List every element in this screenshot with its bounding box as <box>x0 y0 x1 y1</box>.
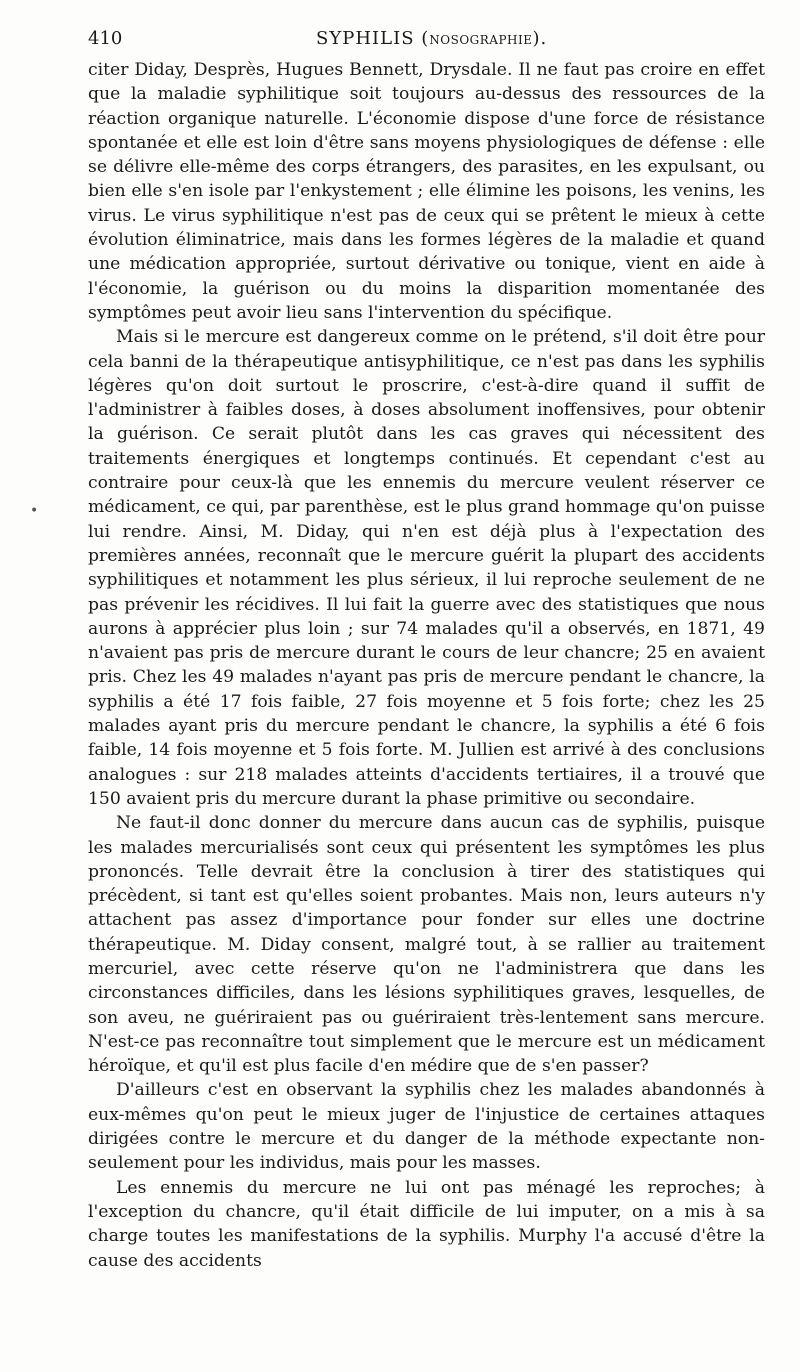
body-text <box>88 58 765 1273</box>
page-number: 410 <box>88 28 123 49</box>
margin-speck: • <box>30 503 39 519</box>
paragraph: citer Diday, Desprès, Hugues Bennett, Drysdale. Il ne faut pas croire en effet que la maladie syphilitique soit toujours au-dessus des ressources de la réaction organique naturelle. L'économie dispose d'une force de résistance spontanée et elle est loin d'être sans moyens physiologiques de défense : elle se délivre elle-même des corps étrangers, des parasites, en les expulsant, ou bien elle s'en isole par l'enkystement ; elle élimine les poisons, les venins, les virus. Le virus syphilitique n'est pas de ceux qui se prêtent le mieux à cette évolution éliminatrice, mais dans les formes légères de la maladie et quand une médication appropriée, surtout dérivative ou tonique, vient en aide à l'économie, la guérison ou du moins la disparition momentanée des symptômes peut avoir lieu sans l'intervention du spécifique. <box>88 60 765 323</box>
running-title <box>316 28 547 49</box>
running-title-end: ). <box>532 28 548 49</box>
page-header <box>88 28 760 54</box>
paragraph: Mais si le mercure est dangereux comme on le prétend, s'il doit être pour cela banni de la thérapeutique antisyphilitique, ce n'est pas dans les syphilis légères qu'on doit surtout le proscrire, c'est-à-dire quand il suffit de l'administrer à faibles doses, à doses absolument inoffensives, pour obtenir la guérison. Ce serait plutôt dans les cas graves qui nécessitent des traitements énergiques et longtemps continués. Et cependant c'est au contraire pour ceux-là que les ennemis du mercure veulent réserver ce médicament, ce qui, par parenthèse, est le plus grand hommage qu'on puisse lui rendre. Ainsi, M. Diday, qui n'en est déjà plus à l'expectation des premières années, reconnaît que le mercure guérit la plupart des accidents syphilitiques et notamment les plus sérieux, il lui reproche seulement de ne pas prévenir les récidives. Il lui fait la guerre avec des statistiques que nous aurons à apprécier plus loin ; sur 74 malades qu'il a observés, en 1871, 49 n'avaient pas pris de mercure durant le cours de leur chancre; 25 en avaient pris. Chez les 49 malades n'ayant pas pris de mercure pendant le chancre, la syphilis a été 17 fois faible, 27 fois moyenne et 5 fois forte; chez les 25 malades ayant pris du mercure pendant le chancre, la syphilis a été 6 fois faible, 14 fois moyenne et 5 fois forte. M. Jullien est arrivé à des conclusions analogues : sur 218 malades atteints d'accidents tertiaires, il a trouvé que 150 avaient pris du mercure durant la phase primitive ou secondaire. <box>88 327 765 809</box>
paragraph: Les ennemis du mercure ne lui ont pas ménagé les reproches; à l'exception du chancre, qu'il était difficile de lui imputer, on a mis à sa charge toutes les manifestations de la syphilis. Murphy l'a accusé d'être la cause des accidents <box>88 1177 765 1271</box>
running-title-sub: NOSOGRAPHIE <box>429 33 533 47</box>
paragraph: Ne faut-il donc donner du mercure dans aucun cas de syphilis, puisque les malades mercurialisés sont ceux qui présentent les symptômes les plus prononcés. Telle devrait être la conclusion à tirer des statistiques qui précèdent, si tant est qu'elles soient probantes. Mais non, leurs auteurs n'y attachent pas assez d'importance pour fonder sur elles une doctrine thérapeutique. M. Diday consent, malgré tout, à se rallier au traitement mercuriel, avec cette réserve qu'on ne l'administrera que dans les circonstances difficiles, dans les lésions syphilitiques graves, lesquelles, de son aveu, ne guériraient pas ou guériraient très-lentement sans mercure. N'est-ce pas reconnaître tout simplement que le mercure est un médicament héroïque, et qu'il est plus facile d'en médire que de s'en passer? <box>88 813 765 1077</box>
running-title-main: SYPHILIS ( <box>316 28 430 49</box>
paragraph: D'ailleurs c'est en observant la syphilis chez les malades abandonnés à eux-mêmes qu'on peut le mieux juger de l'injustice de certaines attaques dirigées contre le mercure et du danger de la méthode expectante non-seulement pour les individus, mais pour les masses. <box>88 1080 765 1174</box>
